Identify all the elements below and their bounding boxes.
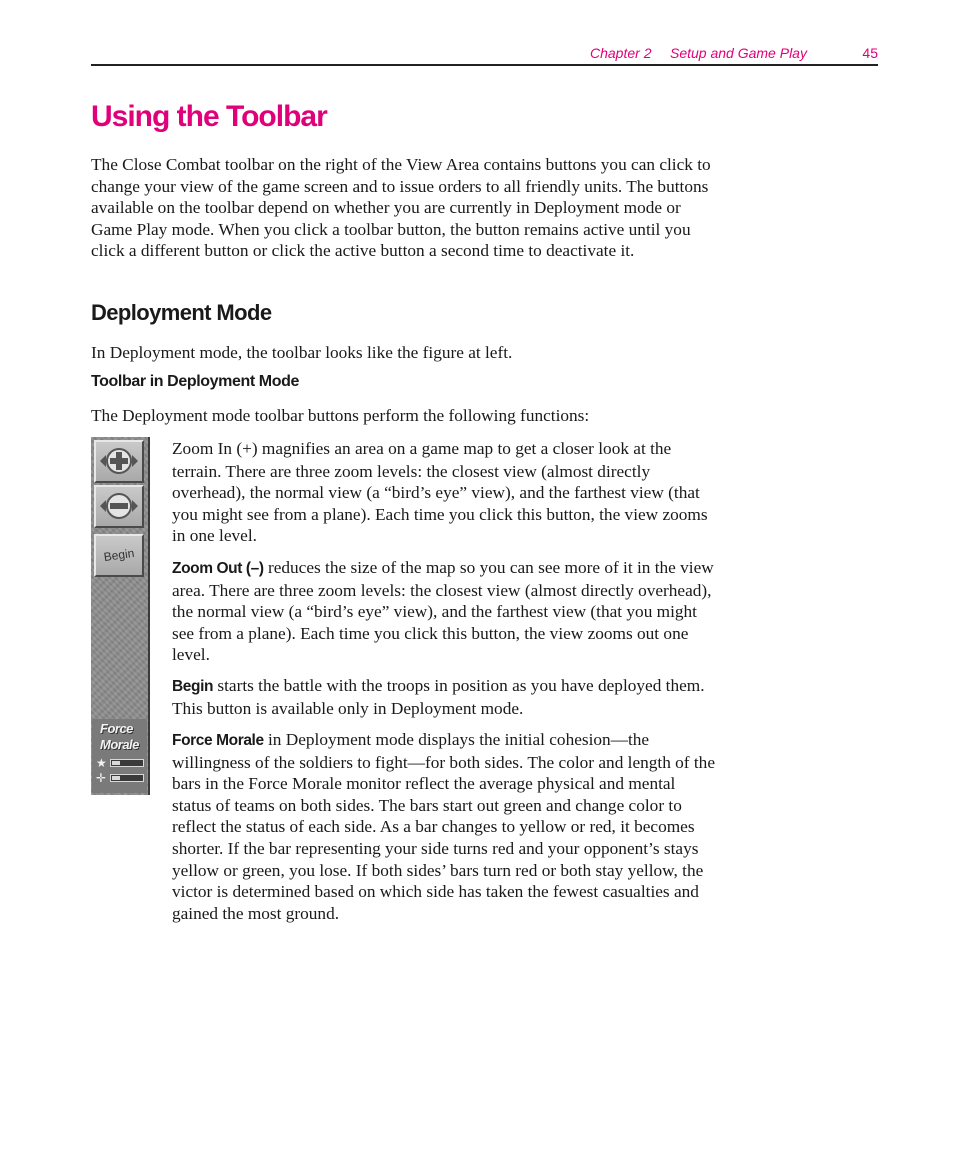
force-morale-monitor [92, 719, 147, 793]
morale-bar-enemy-fill [112, 776, 120, 780]
running-header [91, 42, 878, 66]
functions-intro: The Deployment mode toolbar buttons perform the following functions: [91, 406, 590, 425]
begin-button [94, 534, 144, 577]
item-term: Begin [172, 678, 214, 695]
item-text: starts the battle with the troops in position as you have deployed them. This button is available only in Deployment mode. [172, 676, 705, 718]
item-text: in Deployment mode displays the initial cohesion—the willingness of the soldiers to fight—for both sides. The color and length of the bars in the Force Morale monitor reflect the average physical and mental status of teams on both sides. The bars start out green and change color to reflect the status of each side. As a bar changes to yellow or red, it becomes shorter. If the bar representing your side turns red and your opponent’s stays yellow or green, you lose. If both sides’ bars turn red or both stay yellow, the victor is determined based on which side has taken the fewest casualties and gained the most ground. [172, 730, 715, 923]
cross-icon: ✛ [96, 771, 107, 785]
item-zoom-in [172, 438, 717, 547]
section-label: Setup and Game Play [670, 45, 807, 61]
morale-bar-friendly-fill [112, 761, 120, 765]
item-term: Zoom Out (–) [172, 560, 264, 577]
begin-label: Begin [102, 545, 136, 565]
chapter-label: Chapter 2 [590, 45, 652, 61]
zoom-out-button [94, 485, 144, 528]
item-text: reduces the size of the map so you can see more of it in the view area. There are three zoom levels: the closest view (almost directly overhead), the normal view (a “bird’s eye” view), and the farthest view (that you might see from a plane). Each time you click this button, the view zooms out one level. [172, 558, 714, 665]
morale-bar-friendly [110, 759, 144, 767]
page-title: Using the Toolbar [91, 100, 327, 133]
force-morale-label: Force Morale [100, 721, 139, 752]
toolbar-figure [91, 437, 150, 795]
zoom-out-icon [96, 487, 142, 526]
intro-paragraph: The Close Combat toolbar on the right of the View Area contains buttons you can click to change your view of the game screen and to issue orders to all friendly units. The buttons available on the toolbar depend on whether you are currently in Deployment mode or Game Play mode. When you click a toolbar button, the button remains active until you click a different button or click the active button a second time to deactivate it. [91, 155, 711, 261]
item-text: Zoom In (+) magnifies an area on a game map to get a closer look at the terrain. There are three zoom levels: the closest view (almost directly overhead), the normal view (a “bird’s eye” view), and the farthest view (that you might see from a plane). Each time you click this button, the view zooms in one level. [172, 439, 708, 546]
zoom-in-icon [96, 442, 142, 481]
item-term: Force Morale [172, 732, 264, 749]
toolbar-subheading: Toolbar in Deployment Mode [91, 373, 299, 390]
morale-bar-enemy [110, 774, 144, 782]
item-force-morale [172, 729, 717, 924]
deployment-description: In Deployment mode, the toolbar looks like the figure at left. [91, 343, 513, 362]
item-begin [172, 675, 717, 719]
deployment-heading: Deployment Mode [91, 300, 272, 325]
zoom-in-button [94, 440, 144, 483]
item-zoom-out [172, 557, 717, 666]
star-icon: ★ [96, 756, 107, 770]
page-number: 45 [862, 45, 878, 61]
